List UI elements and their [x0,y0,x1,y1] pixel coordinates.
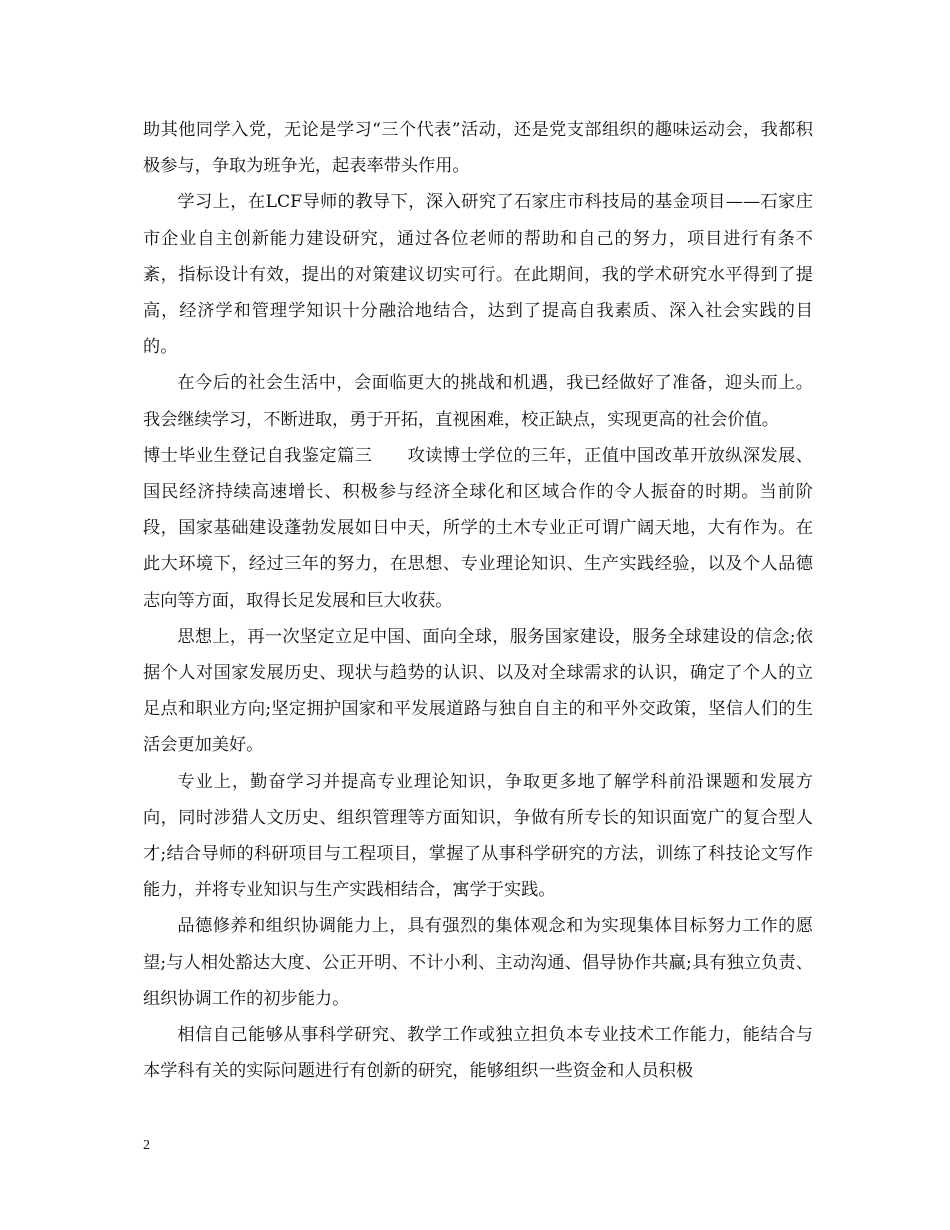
paragraph-ability: 相信自己能够从事科学研究、教学工作或独立担负本专业技术工作能力，能结合与本学科有关的实际问题进行有创新的研究，能够组织一些资金和人员积极 [143,1025,813,1082]
paragraph-profession: 专业上，勤奋学习并提高专业理论知识，争取更多地了解学科前沿课题和发展方向，同时涉猎人文历史、组织管理等方面知识，争做有所专长的知识面宽广的复合型人才;结合导师的科研项目与工程项目，掌握了从事科学研究的方法，训练了科技论文写作能力，并将专业知识与生产实践相结合，寓学于实践。 [143,771,813,901]
paragraph-continuation: 助其他同学入党，无论是学习“三个代表”活动，还是党支部组织的趣味运动会，我都积极参与，争取为班争光，起表率带头作用。 [143,120,813,177]
paragraph-thought: 思想上，再一次坚定立足中国、面向全球，服务国家建设，服务全球建设的信念;依据个人对国家发展历史、现状与趋势的认识、以及对全球需求的认识，确定了个人的立足点和职业方向;坚定拥护国家和平发展道路与独自自主的和平外交政策，坚信人们的生活会更加美好。 [143,626,813,756]
paragraph-future: 在今后的社会生活中，会面临更大的挑战和机遇，我已经做好了准备，迎头而上。我会继续学习，不断进取，勇于开拓，直视困难，校正缺点，实现更高的社会价值。 [143,373,813,430]
paragraph-study: 学习上，在LCF导师的教导下，深入研究了石家庄市科技局的基金项目——石家庄市企业自主创新能力建设研究，通过各位老师的帮助和自己的努力，项目进行有条不紊，指标设计有效，提出的对策建议切实可行。在此期间，我的学术研究水平得到了提高，经济学和管理学知识十分融洽地结合，达到了提高自我素质、深入社会实践的目的。 [143,192,813,358]
paragraph-character: 品德修养和组织协调能力上，具有强烈的集体观念和为实现集体目标努力工作的愿望;与人相处豁达大度、公正开明、不计小利、主动沟通、倡导协作共赢;具有独立负责、组织协调工作的初步能力。 [143,916,813,1009]
document-body [143,112,813,1089]
page-number: 2 [143,1138,150,1153]
paragraph-section-three: 博士毕业生登记自我鉴定篇三 攻读博士学位的三年，正值中国改革开放纵深发展、国民经济持续高速增长、积极参与经济全球化和区域合作的令人振奋的时期。当前阶段，国家基础建设蓬勃发展如日中天，所学的土木专业正可谓广阔天地，大有作为。在此大环境下，经过三年的努力，在思想、专业理论知识、生产实践经验，以及个人品德志向等方面，取得长足发展和巨大收获。 [143,445,813,611]
